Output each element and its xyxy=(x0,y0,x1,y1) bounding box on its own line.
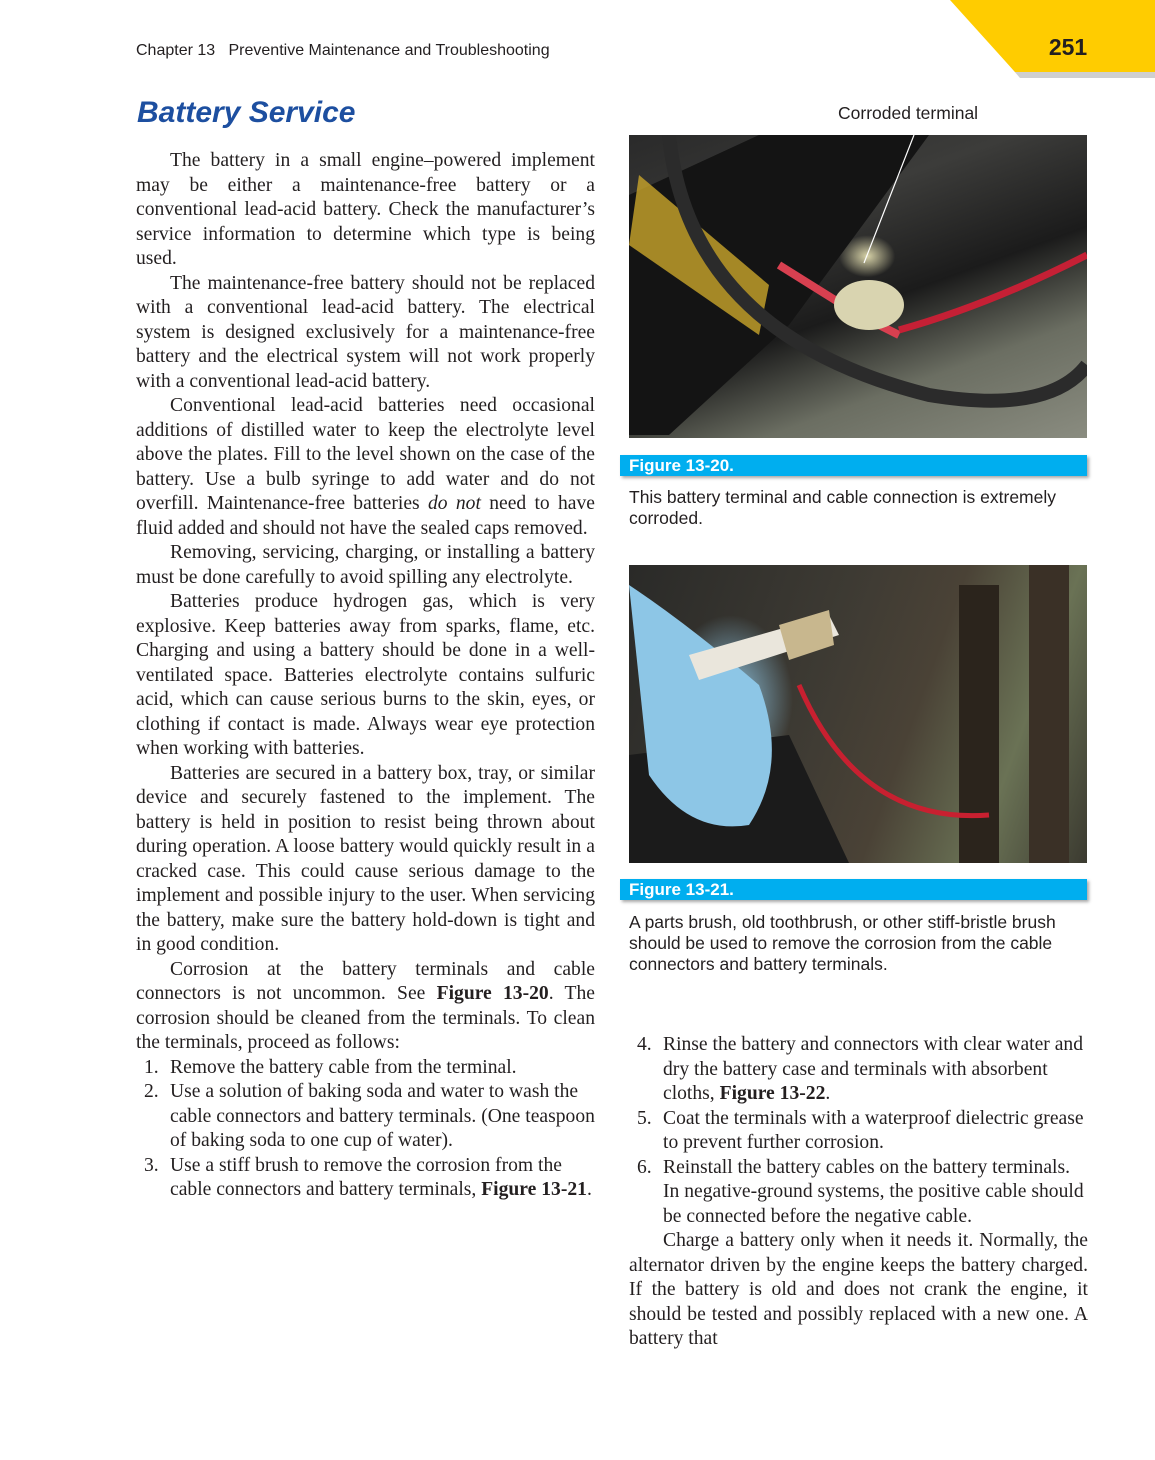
paragraph: The maintenance-free battery should not be replaced with a conventional lead-acid battery. The electrical system is designed exclusively for a maintenance-free battery and the electrical system will not work properly with a conventional lead-acid battery. xyxy=(136,272,595,392)
paragraph: Removing, servicing, charging, or installing a battery must be done carefully to avoid spilling any electrolyte. xyxy=(136,542,595,588)
paragraph: Batteries are secured in a battery box, tray, or similar device and securely fastened to the implement. The battery is held in position to resist being thrown about during operation. A loose battery would quickly result in a cracked case. This could cause serious damage to the implement and possible injury to the user. When servicing the battery, make sure the battery hold-down is tight and in good condition. xyxy=(136,762,595,955)
list-item xyxy=(629,1033,1088,1107)
steps-list xyxy=(629,1033,1088,1229)
left-column xyxy=(136,149,595,1203)
step-number: 3. xyxy=(144,1154,159,1176)
step-text: Reinstall the battery cables on the battery terminals. In negative-ground systems, the positive cable should be connected before the negative cable. xyxy=(663,1156,1084,1227)
brush-cleaning-photo xyxy=(629,565,1087,863)
section-title: Battery Service xyxy=(137,96,356,129)
figure-reference[interactable]: Figure 13-20 xyxy=(436,983,549,1004)
photo-detail xyxy=(629,135,1087,438)
running-head: Chapter 13 Preventive Maintenance and Troubleshooting xyxy=(136,42,550,59)
text: Corrosion at the battery terminals and cable connectors is not uncommon. See xyxy=(136,958,595,1004)
page-corner-tab xyxy=(0,0,1155,80)
paragraph xyxy=(136,394,595,541)
photo-detail xyxy=(629,565,1087,863)
step-text: Rinse the battery and connectors with clear water and dry the battery case and terminals with absorbent cloths, xyxy=(663,1034,1084,1104)
list-item xyxy=(136,1080,595,1154)
page-number: 251 xyxy=(1048,34,1088,60)
step-text: Remove the battery cable from the terminal. xyxy=(170,1056,517,1078)
list-item xyxy=(136,1056,595,1081)
text: . xyxy=(586,1179,592,1200)
right-column xyxy=(629,1033,1088,1352)
figure-label: Figure 13-21. xyxy=(620,879,1087,900)
figure-reference[interactable]: Figure 13-22 xyxy=(719,1083,826,1104)
steps-list xyxy=(136,1056,595,1203)
emphasis: do not xyxy=(427,493,481,514)
text: need to have fluid added and should not have the sealed caps removed. xyxy=(136,493,595,539)
callout-label: Corroded terminal xyxy=(838,103,979,123)
step-number: 5. xyxy=(637,1107,652,1129)
step-text: Use a stiff brush to remove the corrosion from the cable connectors and battery terminals, xyxy=(170,1154,562,1200)
list-item xyxy=(136,1154,595,1203)
text: . The corrosion should be cleaned from the terminals. To clean the terminals, proceed as follows: xyxy=(136,983,595,1053)
figure-reference[interactable]: Figure 13-21 xyxy=(481,1179,587,1200)
figure-caption: A parts brush, old toothbrush, or other stiff-bristle brush should be used to remove the corrosion from the cable connectors and battery terminals. xyxy=(629,912,1056,974)
step-number: 2. xyxy=(144,1081,159,1102)
text: . xyxy=(825,1083,831,1104)
step-number: 6. xyxy=(637,1156,652,1178)
figure-label: Figure 13-20. xyxy=(620,455,1087,476)
step-text: Use a solution of baking soda and water to wash the cable connectors and battery terminals. (One teaspoon of baking soda to one cup of water). xyxy=(170,1081,595,1151)
step-text: Coat the terminals with a waterproof dielectric grease to prevent further corrosion. xyxy=(663,1107,1084,1153)
figure-caption: This battery terminal and cable connection is extremely corroded. xyxy=(629,487,1057,528)
step-number: 4. xyxy=(637,1034,652,1055)
step-number: 1. xyxy=(144,1056,159,1078)
battery-corrosion-photo xyxy=(629,135,1087,438)
paragraph: The battery in a small engine–powered implement may be either a maintenance-free battery or a conventional lead-acid battery. Check the manufacturer’s service information to determine which type is being used. xyxy=(136,150,595,269)
list-item xyxy=(629,1107,1088,1156)
text: Conventional lead-acid batteries need occasional additions of distilled water to keep the electrolyte level above the plates. Fill to the level shown on the case of the battery. Use a bulb syringe to add water and do not overfill. Maintenance-free batteries xyxy=(136,395,595,514)
paragraph: Batteries produce hydrogen gas, which is very explosive. Keep batteries away from sparks, flame, etc. Charging and using a battery should be done in a well-ventilated space. Batteries electrolyte contains sulfuric acid, which can cause serious burns to the skin, eyes, or clothing if contact is made. Always wear eye protection when working with batteries. xyxy=(136,591,595,759)
paragraph xyxy=(136,958,595,1056)
list-item xyxy=(629,1156,1088,1230)
paragraph: Charge a battery only when it needs it. Normally, the alternator driven by the engine keeps the battery charged. If the battery is old and does not crank the engine, it should be tested and possibly replaced with a new one. A battery that xyxy=(629,1230,1088,1349)
